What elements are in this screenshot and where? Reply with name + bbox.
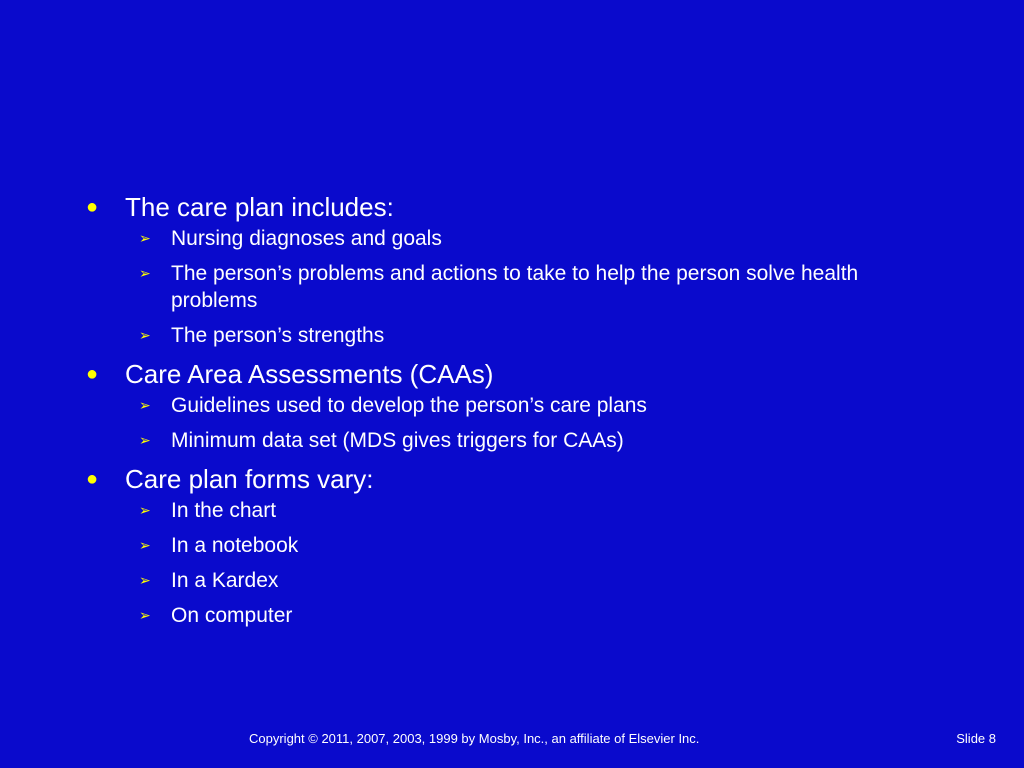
sub-bullet-item — [86, 322, 946, 349]
sub-bullet-text: On computer — [171, 604, 293, 627]
sub-bullet-text: Guidelines used to develop the person’s care plans — [171, 394, 647, 417]
arrow-bullet-icon: ➢ — [139, 537, 151, 553]
sub-bullet-text: The person’s strengths — [171, 324, 385, 347]
bullet-item — [86, 357, 946, 391]
sub-bullet-item — [86, 497, 946, 524]
sub-bullet-text: In a notebook — [171, 534, 299, 557]
arrow-bullet-icon: ➢ — [139, 572, 151, 588]
slide-content — [86, 190, 946, 637]
bullet-icon: ● — [86, 196, 99, 218]
arrow-bullet-icon: ➢ — [139, 327, 151, 343]
sub-bullet-text: Nursing diagnoses and goals — [171, 227, 442, 250]
arrow-bullet-icon: ➢ — [139, 397, 151, 413]
bullet-text: Care plan forms vary: — [125, 464, 374, 494]
sub-bullet-text: Minimum data set (MDS gives triggers for CAAs) — [171, 429, 624, 452]
copyright-text: Copyright © 2011, 2007, 2003, 1999 by Mosby, Inc., an affiliate of Elsevier Inc. — [249, 731, 700, 746]
sub-bullet-item — [86, 532, 946, 559]
sub-bullet-item — [86, 225, 946, 252]
sub-bullet-item — [86, 392, 946, 419]
sub-bullet-text: In the chart — [171, 499, 277, 522]
sub-bullet-text: In a Kardex — [171, 569, 279, 592]
sub-bullet-item — [86, 427, 946, 454]
sub-bullet-item — [86, 602, 946, 629]
arrow-bullet-icon: ➢ — [139, 230, 151, 246]
arrow-bullet-icon: ➢ — [139, 265, 151, 281]
bullet-item — [86, 462, 946, 496]
bullet-icon: ● — [86, 468, 99, 490]
sub-bullet-item — [86, 567, 946, 594]
bullet-text: Care Area Assessments (CAAs) — [125, 359, 494, 389]
sub-bullet-text: The person’s problems and actions to take to help the person solve health problems — [171, 262, 859, 312]
arrow-bullet-icon: ➢ — [139, 502, 151, 518]
arrow-bullet-icon: ➢ — [139, 607, 151, 623]
bullet-icon: ● — [86, 363, 99, 385]
bullet-item — [86, 190, 946, 224]
sub-bullet-item — [86, 260, 946, 314]
bullet-text: The care plan includes: — [125, 192, 394, 222]
arrow-bullet-icon: ➢ — [139, 432, 151, 448]
slide-number: Slide 8 — [956, 731, 996, 746]
